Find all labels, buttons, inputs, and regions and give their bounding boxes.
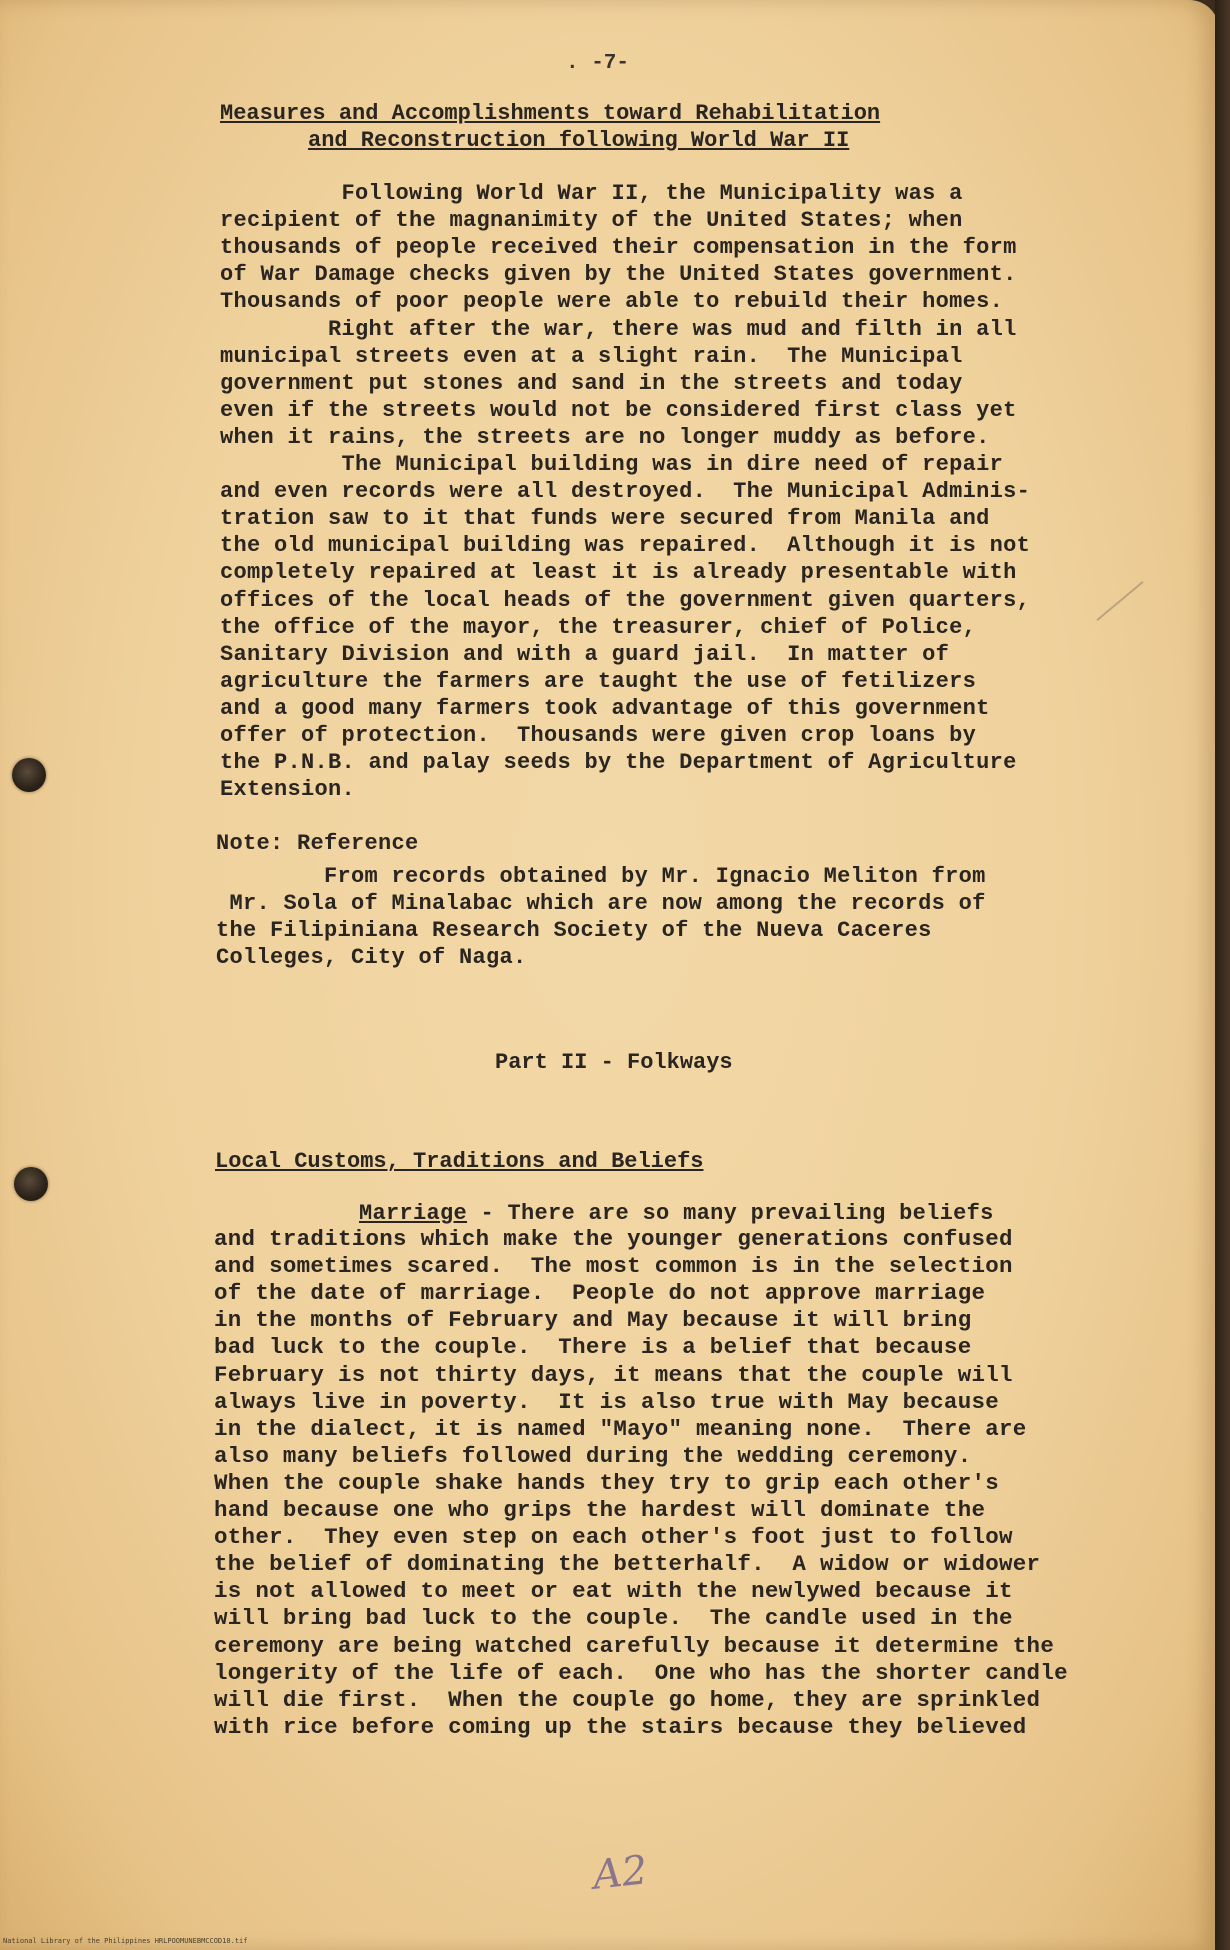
part-title: Part II - Folkways bbox=[495, 1050, 733, 1075]
punch-hole-top bbox=[12, 758, 46, 792]
sec2-line: in the dialect, it is named "Mayo" meaning none. There are bbox=[214, 1416, 1027, 1442]
page-edge bbox=[1215, 0, 1230, 1950]
note-label: Note: Reference bbox=[216, 831, 419, 856]
sec1-line: offices of the local heads of the government given quarters, bbox=[220, 587, 1031, 613]
sec1-line: the old municipal building was repaired. Although it is not bbox=[220, 533, 1031, 559]
sec1-line: the P.N.B. and palay seeds by the Department of Agriculture bbox=[220, 750, 1017, 776]
sec2-line: longerity of the life of each. One who has the shorter candle bbox=[214, 1660, 1068, 1686]
sec1-line: when it rains, the streets are no longer muddy as before. bbox=[220, 424, 990, 450]
sec1-line: and a good many farmers took advantage of this government bbox=[220, 695, 990, 721]
sec2-line: and traditions which make the younger generations confused bbox=[214, 1227, 1013, 1252]
sec2-line: is not allowed to meet or eat with the newlywed because it bbox=[214, 1579, 1013, 1605]
sec2-line: with rice before coming up the stairs because they believed bbox=[214, 1714, 1027, 1740]
note-line: Colleges, City of Naga. bbox=[216, 945, 527, 970]
sec1-line: government put stones and sand in the streets and today bbox=[220, 370, 963, 396]
sec1-line: Right after the war, there was mud and filth in all bbox=[220, 316, 1017, 342]
sec2-line: When the couple shake hands they try to grip each other's bbox=[214, 1470, 1000, 1496]
note-line: the Filipiniana Research Society of the Nueva Caceres bbox=[216, 918, 932, 943]
sec1-line: offer of protection. Thousands were given crop loans by bbox=[220, 723, 977, 748]
marriage-label: Marriage bbox=[359, 1201, 468, 1226]
sec1-line: even if the streets would not be considered first class yet bbox=[220, 397, 1017, 423]
footer-caption: National Library of the Philippines HRLPOOMUNEBMCCOD10.tif bbox=[3, 1937, 248, 1945]
sec2-line: of the date of marriage. People do not approve marriage bbox=[214, 1281, 986, 1307]
sec2-line: ceremony are being watched carefully because it determine the bbox=[214, 1633, 1055, 1659]
sec1-line: thousands of people received their compensation in the form bbox=[220, 235, 1017, 261]
sec1-line: Thousands of poor people were able to rebuild their homes. bbox=[220, 289, 1004, 315]
sec2-line: February is not thirty days, it means that the couple will bbox=[214, 1362, 1013, 1388]
note-line: From records obtained by Mr. Ignacio Meliton from bbox=[216, 864, 986, 889]
sec1-line: the office of the mayor, the treasurer, chief of Police, bbox=[220, 614, 977, 640]
sec1-line: municipal streets even at a slight rain. The Municipal bbox=[220, 343, 963, 369]
customs-heading: Local Customs, Traditions and Beliefs bbox=[215, 1149, 704, 1174]
sec1-line: tration saw to it that funds were secured from Manila and bbox=[220, 506, 990, 532]
sec1-line: recipient of the magnanimity of the United States; when bbox=[220, 208, 963, 234]
page-number: . -7- bbox=[566, 52, 630, 75]
section-heading-line1: Measures and Accomplishments toward Rehabilitation bbox=[220, 101, 881, 126]
sec1-line: Sanitary Division and with a guard jail. In matter of bbox=[220, 641, 950, 667]
sec2-line: in the months of February and May because it will bring bbox=[214, 1308, 972, 1334]
sec2-line: and sometimes scared. The most common is in the selection bbox=[214, 1254, 1013, 1280]
sec1-line: and even records were all destroyed. The Municipal Adminis- bbox=[220, 479, 1031, 505]
handwritten-mark: A2 bbox=[590, 1847, 650, 1899]
sec1-line: Following World War II, the Municipality was a bbox=[220, 181, 963, 206]
section-heading-line2: and Reconstruction following World War II bbox=[308, 128, 850, 153]
sec1-line: completely repaired at least it is already presentable with bbox=[220, 560, 1017, 586]
note-line: Mr. Sola of Minalabac which are now among the records of bbox=[216, 891, 986, 916]
sec2-line: the belief of dominating the betterhalf. A widow or widower bbox=[214, 1552, 1041, 1578]
sec2-line: always live in poverty. It is also true with May because bbox=[214, 1389, 1000, 1415]
sec2-line: also many beliefs followed during the wedding ceremony. bbox=[214, 1443, 972, 1469]
sec2-line: bad luck to the couple. There is a belief that because bbox=[214, 1335, 972, 1361]
marriage-first-line bbox=[214, 1201, 994, 1226]
sec2-line: will bring bad luck to the couple. The candle used in the bbox=[214, 1606, 1013, 1632]
sec2-line: will die first. When the couple go home, they are sprinkled bbox=[214, 1687, 1041, 1713]
marriage-first-line-rest: - There are so many prevailing beliefs bbox=[467, 1201, 994, 1226]
sec2-line: other. They even step on each other's foot just to follow bbox=[214, 1525, 1013, 1551]
sec2-line: hand because one who grips the hardest will dominate the bbox=[214, 1498, 986, 1523]
sec1-line: The Municipal building was in dire need of repair bbox=[220, 452, 1004, 477]
sec1-line: agriculture the farmers are taught the use of fetilizers bbox=[220, 668, 977, 694]
punch-hole-bottom bbox=[14, 1167, 48, 1201]
sec1-line: of War Damage checks given by the United States government. bbox=[220, 262, 1017, 288]
sec1-line: Extension. bbox=[220, 777, 356, 803]
